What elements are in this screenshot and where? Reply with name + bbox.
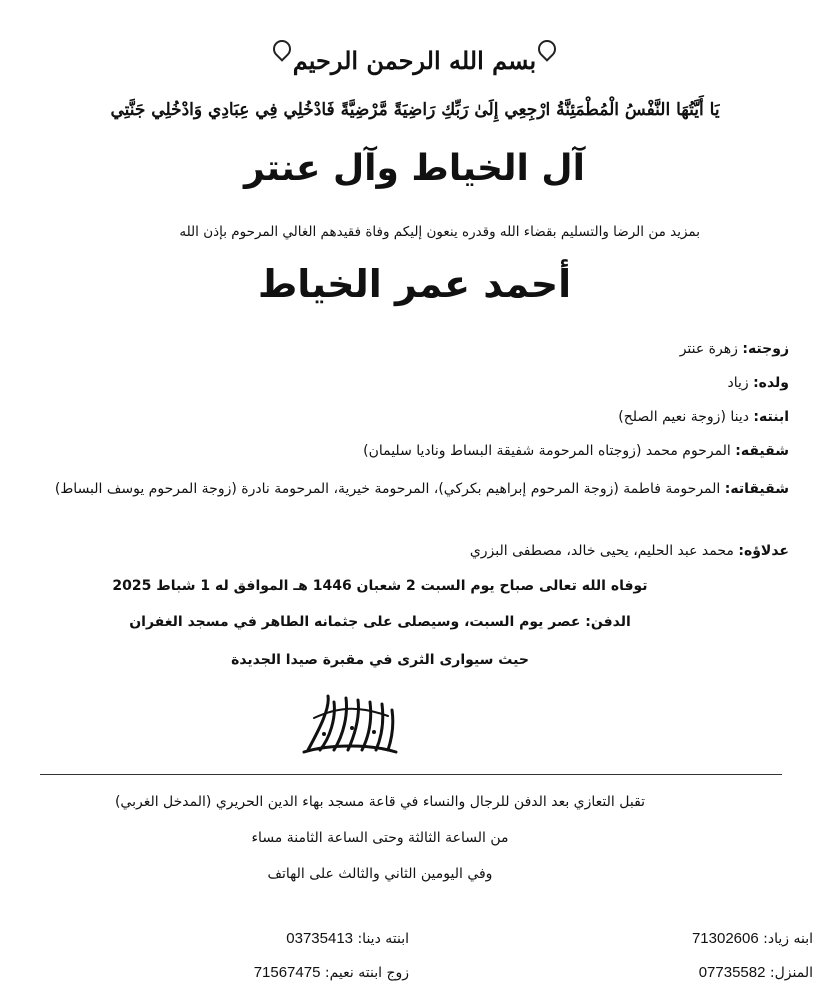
- relative-label: شقيقه:: [735, 443, 789, 459]
- calligraphy-seal-icon: [300, 688, 400, 758]
- relative-label: ابنته:: [753, 409, 789, 425]
- contact-number: 03735413: [286, 930, 354, 947]
- relative-label: شقيقاته:: [724, 481, 789, 497]
- contact-label: المنزل:: [769, 965, 813, 981]
- relative-value: محمد عبد الحليم، يحيى خالد، مصطفى البزري: [469, 543, 739, 559]
- condolences-location: تقبل التعازي بعد الدفن للرجال والنساء في قاعة مسجد بهاء الدين الحريري (المدخل الغربي): [114, 794, 646, 810]
- contact-son-in-law: [254, 964, 409, 981]
- relative-value: المرحومة فاطمة (زوجة المرحوم إبراهيم بكركي)، المرحومة خيرية، المرحومة نادرة (زوجة المرحوم يوسف البساط): [54, 481, 725, 497]
- relative-value: دينا (زوجة نعيم الصلح): [618, 409, 754, 425]
- death-date-notice: توفاه الله تعالى صباح يوم السبت 2 شعبان 1446 هـ الموافق له 1 شباط 2025: [112, 578, 648, 594]
- contact-home: [699, 964, 813, 981]
- basmala-heading: [0, 46, 829, 75]
- deceased-name: أحمد عمر الخياط: [257, 262, 572, 306]
- basmala-text: بسم الله الرحمن الرحيم: [273, 46, 556, 75]
- relative-value: المرحوم محمد (زوجتاه المرحومة شفيقة البساط وناديا سليمان): [363, 443, 736, 459]
- contact-number: 07735582: [698, 964, 766, 981]
- quran-verse: يَا أَيَّتُهَا النَّفْسُ الْمُطْمَئِنَّةُ ارْجِعِي إِلَىٰ رَبِّكِ رَاضِيَةً مَّرْضِيَّةً فَادْخُلِي فِي عِبَادِي وَادْخُلِي جَنَّتِي: [110, 100, 720, 120]
- relative-sisters: [29, 478, 789, 500]
- condolences-phone-days: وفي اليومين الثاني والثالث على الهاتف: [267, 866, 493, 882]
- relative-value: زياد: [727, 375, 754, 391]
- relative-wife: [29, 338, 789, 360]
- contact-son: [692, 930, 813, 947]
- contact-daughter: [286, 930, 409, 947]
- relative-label: عدلاؤه:: [738, 543, 789, 559]
- relative-label: زوجته:: [742, 341, 789, 357]
- condolences-hours: من الساعة الثالثة وحتى الساعة الثامنة مساء: [251, 830, 509, 846]
- relative-brother: [29, 440, 789, 462]
- burial-place-notice: حيث سيوارى الثرى في مقبرة صيدا الجديدة: [231, 652, 529, 668]
- relative-value: زهرة عنتر: [679, 341, 743, 357]
- contact-number: 71567475: [253, 964, 321, 981]
- relative-in-laws: [29, 540, 789, 562]
- relative-daughter: [29, 406, 789, 428]
- relative-label: ولده:: [753, 375, 789, 391]
- contact-label: ابنه زياد:: [763, 931, 813, 947]
- contact-number: 71302606: [691, 930, 759, 947]
- contact-label: ابنته دينا:: [357, 931, 409, 947]
- relative-son: [29, 372, 789, 394]
- announcement-intro: بمزيد من الرضا والتسليم بقضاء الله وقدره ينعون إليكم وفاة فقيدهم الغالي المرحوم بإذن الله: [179, 224, 700, 240]
- burial-notice: الدفن: عصر يوم السبت، وسيصلى على جثمانه الطاهر في مسجد الغفران: [129, 614, 631, 630]
- contact-label: زوج ابنته نعيم:: [324, 965, 409, 981]
- section-divider: [40, 774, 782, 775]
- family-name-title: آل الخياط وآل عنتر: [244, 148, 585, 189]
